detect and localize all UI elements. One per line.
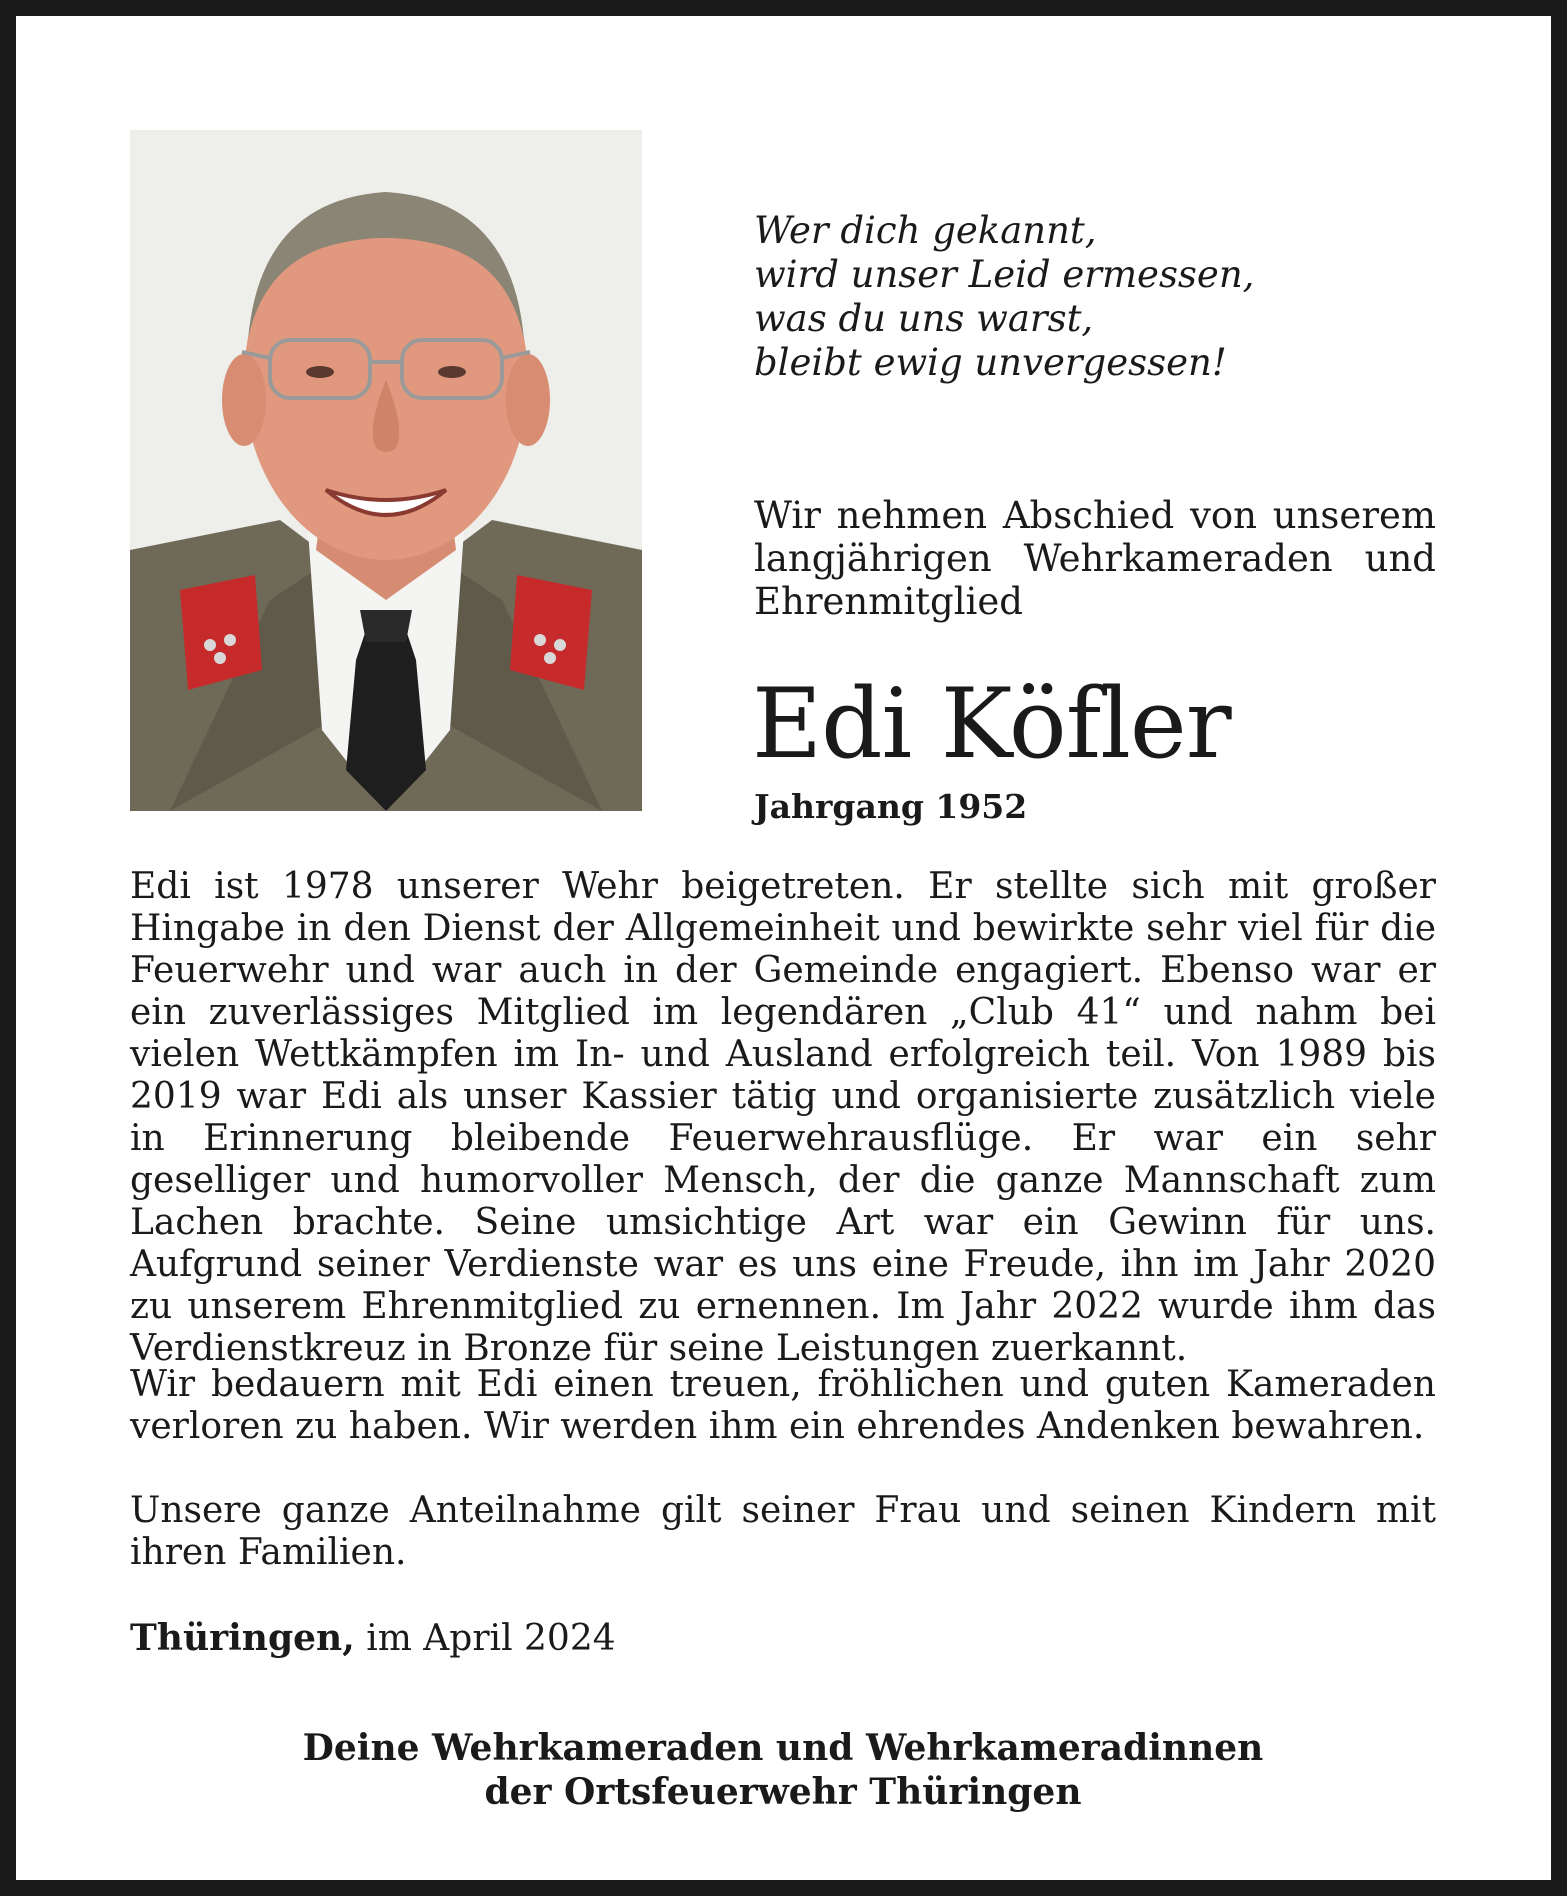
portrait-illustration <box>130 130 642 811</box>
deceased-name: Edi Köfler <box>752 668 1231 780</box>
place-and-date <box>130 1616 616 1661</box>
farewell-intro: Wir nehmen Abschied von unserem langjährigen Wehrkameraden und Ehrenmitglied <box>754 494 1436 623</box>
poem-line: bleibt ewig unvergessen! <box>754 341 1227 384</box>
place-town: Thüringen, <box>130 1617 355 1659</box>
sympathy-paragraph: Unsere ganze Anteilnahme gilt seiner Frau und seinen Kindern mit ihren Familien. <box>130 1490 1436 1573</box>
place-date: im April 2024 <box>366 1618 616 1659</box>
memorial-poem <box>754 209 1314 385</box>
poem-line: wird unser Leid ermessen, <box>754 253 1255 296</box>
poem-line: was du uns warst, <box>754 297 1094 340</box>
signature-block <box>130 1726 1436 1814</box>
biography-paragraph: Edi ist 1978 unserer Wehr beigetreten. Er stellte sich mit großer Hingabe in den Dienst der Allgemeinheit und bewirkte sehr viel für die Feuerwehr und war auch in der Gemeinde engagiert. Ebenso war er ein zuverlässiges Mitglied im legendären „Club 41“ und nahm bei vielen Wettkämpfen im In- und Ausland erfolgreich teil. Von 1989 bis 2019 war Edi als unser Kassier tätig und organisierte zusätzlich viele in Erinnerung bleibende Feuerwehrausflüge. Er war ein sehr geselliger und humorvoller Mensch, der die ganze Mannschaft zum Lachen brachte. Seine umsichtige Art war ein Gewinn für uns. Aufgrund seiner Verdienste war es uns eine Freude, ihn im Jahr 2020 zu unserem Ehrenmitglied zu ernennen. Im Jahr 2022 wurde ihm das Verdienstkreuz in Bronze für seine Leistungen zuerkannt. <box>130 866 1436 1369</box>
portrait-photo <box>130 130 642 811</box>
signature-line: der Ortsfeuerwehr Thüringen <box>484 1771 1082 1813</box>
poem-line: Wer dich gekannt, <box>754 209 1097 252</box>
signature-line: Deine Wehrkameraden und Wehrkameradinnen <box>302 1727 1264 1769</box>
obituary-card <box>16 16 1551 1880</box>
condolence-paragraph: Wir bedauern mit Edi einen treuen, fröhlichen und guten Kameraden verloren zu haben. Wir werden ihm ein ehrendes Andenken bewahren. <box>130 1364 1436 1447</box>
birth-year: Jahrgang 1952 <box>754 787 1028 826</box>
